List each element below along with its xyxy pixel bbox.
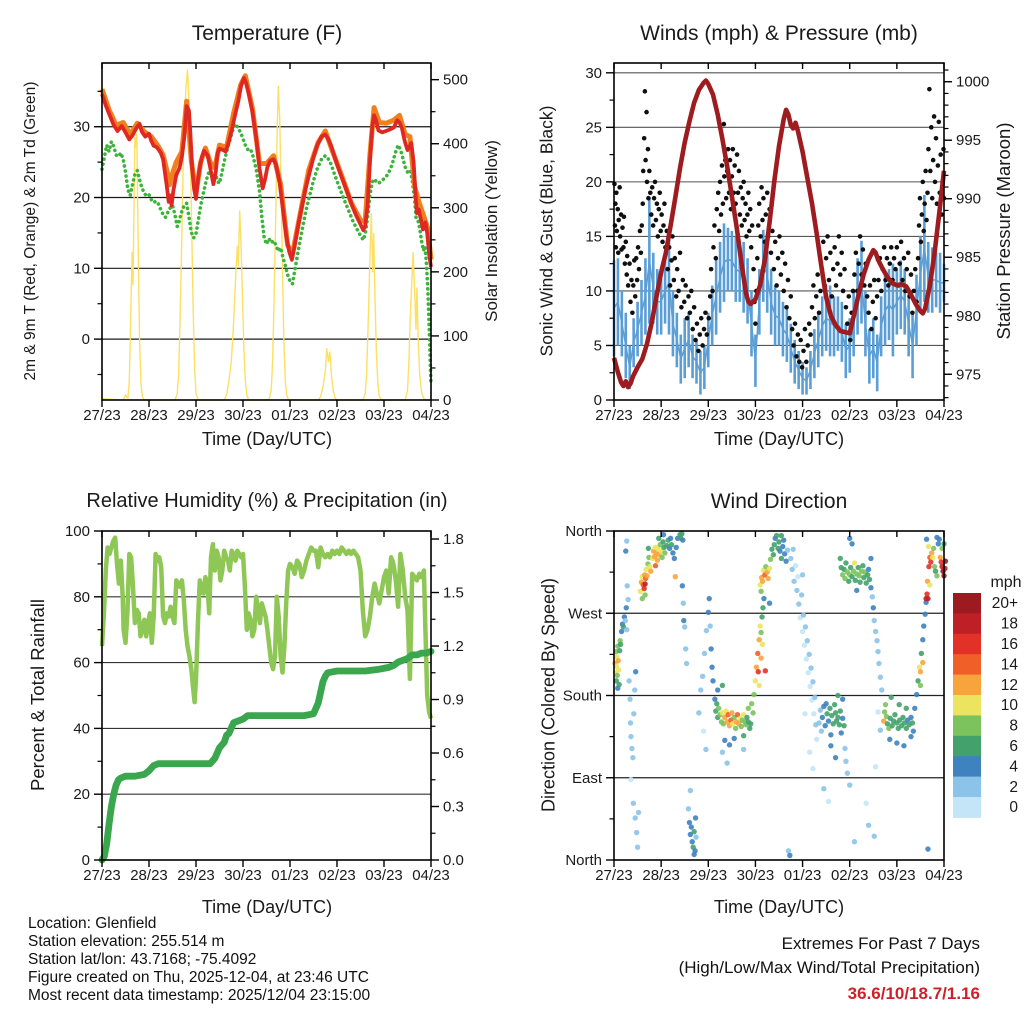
svg-text:1.8: 1.8 (443, 531, 464, 549)
svg-text:27/23: 27/23 (83, 867, 121, 884)
wind-direction-x-axis-label: Time (Day/UTC) (713, 897, 845, 917)
svg-text:30: 30 (585, 64, 602, 82)
svg-text:30/23: 30/23 (736, 867, 775, 884)
svg-text:27/23: 27/23 (595, 867, 633, 884)
svg-text:1.2: 1.2 (443, 638, 464, 656)
footer-elevation: Station elevation: 255.514 m (28, 933, 225, 950)
svg-text:0: 0 (1009, 799, 1018, 817)
svg-text:East: East (571, 769, 602, 787)
winds-x-axis-label: Time (Day/UTC) (713, 429, 845, 449)
svg-text:North: North (565, 523, 602, 540)
svg-text:60: 60 (73, 654, 90, 672)
svg-text:01/23: 01/23 (271, 867, 309, 884)
svg-text:30/23: 30/23 (224, 867, 262, 884)
svg-text:6: 6 (1009, 738, 1018, 755)
station-pressure-axis-label: Station Pressure (Maroon) (993, 122, 1014, 340)
svg-text:18: 18 (1000, 615, 1018, 633)
temperature-left-axis-label: 2m & 9m T (Red, Orange) & 2m Td (Green) (22, 81, 39, 381)
svg-text:500: 500 (443, 71, 469, 89)
svg-text:400: 400 (443, 135, 469, 153)
footer-recent-timestamp: Most recent data timestamp: 2025/12/04 23:15:00 (28, 987, 371, 1004)
svg-text:02/23: 02/23 (830, 867, 869, 884)
svg-text:300: 300 (443, 199, 469, 217)
extremes-title: Extremes For Past 7 Days (781, 934, 980, 953)
svg-text:100: 100 (64, 523, 90, 540)
svg-text:27/23: 27/23 (83, 407, 121, 424)
svg-text:200: 200 (443, 263, 469, 281)
svg-text:04/23: 04/23 (925, 867, 963, 884)
extremes-values: 36.6/10/18.7/1.16 (847, 984, 980, 1003)
svg-text:0.6: 0.6 (443, 745, 464, 763)
svg-text:30/23: 30/23 (736, 407, 775, 424)
svg-text:03/23: 03/23 (365, 407, 403, 424)
svg-text:03/23: 03/23 (878, 867, 916, 884)
svg-text:20+: 20+ (991, 595, 1018, 613)
svg-text:02/23: 02/23 (318, 407, 356, 424)
temperature-x-axis-label: Time (Day/UTC) (201, 429, 333, 449)
footer-latlon: Station lat/lon: 43.7168; -75.4092 (28, 951, 257, 968)
svg-text:30/23: 30/23 (224, 407, 262, 424)
svg-text:01/23: 01/23 (783, 867, 822, 884)
svg-text:0: 0 (81, 331, 90, 349)
svg-text:03/23: 03/23 (365, 867, 403, 884)
svg-text:30: 30 (73, 118, 90, 136)
svg-text:100: 100 (443, 327, 469, 345)
svg-text:10: 10 (73, 260, 90, 278)
svg-text:0.3: 0.3 (443, 798, 464, 816)
svg-text:29/23: 29/23 (177, 867, 215, 884)
svg-text:29/23: 29/23 (177, 407, 215, 424)
svg-text:0: 0 (81, 852, 90, 869)
extremes-subtitle: (High/Low/Max Wind/Total Precipitation) (678, 958, 980, 977)
svg-text:12: 12 (1000, 676, 1018, 694)
svg-text:29/23: 29/23 (689, 867, 728, 884)
svg-text:80: 80 (73, 588, 90, 606)
svg-text:20: 20 (73, 786, 90, 804)
svg-text:04/23: 04/23 (925, 407, 963, 424)
percent-rainfall-axis-label: Percent & Total Rainfall (27, 599, 48, 791)
svg-text:28/23: 28/23 (130, 867, 168, 884)
svg-text:25: 25 (585, 119, 602, 137)
svg-text:29/23: 29/23 (689, 407, 728, 424)
svg-text:20: 20 (585, 173, 602, 191)
footer-created: Figure created on Thu, 2025-12-04, at 23:46 UTC (28, 969, 369, 986)
svg-text:03/23: 03/23 (878, 407, 916, 424)
svg-text:0: 0 (443, 392, 452, 409)
colorbar-units-label: mph (990, 574, 1022, 591)
wind-gust-axis-label: Sonic Wind & Gust (Blue, Black) (536, 105, 557, 357)
svg-text:14: 14 (1000, 656, 1018, 674)
svg-text:980: 980 (956, 307, 982, 325)
svg-text:28/23: 28/23 (130, 407, 168, 424)
svg-text:20: 20 (73, 189, 90, 207)
svg-text:1.5: 1.5 (443, 584, 464, 602)
humidity-precip-chart-title: Relative Humidity (%) & Precipitation (in) (86, 490, 448, 512)
svg-text:North: North (565, 852, 602, 869)
svg-text:28/23: 28/23 (642, 867, 680, 884)
svg-text:975: 975 (956, 366, 982, 384)
svg-text:27/23: 27/23 (595, 407, 633, 424)
svg-text:28/23: 28/23 (642, 407, 680, 424)
wind-direction-chart-title: Wind Direction (710, 490, 848, 513)
svg-text:10: 10 (1000, 697, 1018, 715)
svg-text:01/23: 01/23 (271, 407, 309, 424)
svg-text:0.0: 0.0 (443, 852, 464, 869)
svg-text:15: 15 (585, 228, 602, 246)
svg-text:4: 4 (1009, 758, 1018, 776)
svg-text:990: 990 (956, 190, 982, 208)
footer-location: Location: Glenfield (28, 915, 157, 932)
svg-text:0: 0 (593, 392, 602, 409)
svg-text:01/23: 01/23 (783, 407, 822, 424)
svg-text:02/23: 02/23 (830, 407, 869, 424)
svg-text:02/23: 02/23 (318, 867, 356, 884)
svg-text:16: 16 (1000, 636, 1018, 653)
svg-text:South: South (562, 687, 602, 705)
svg-text:40: 40 (73, 720, 90, 738)
svg-text:1000: 1000 (956, 73, 990, 91)
svg-text:985: 985 (956, 249, 982, 267)
svg-text:2: 2 (1009, 778, 1018, 796)
winds-pressure-chart-title: Winds (mph) & Pressure (mb) (640, 22, 918, 45)
direction-axis-label: Direction (Colored By Speed) (538, 577, 559, 813)
svg-text:04/23: 04/23 (412, 867, 450, 884)
svg-text:995: 995 (956, 132, 982, 150)
svg-text:10: 10 (585, 282, 602, 300)
svg-text:5: 5 (593, 337, 602, 355)
temperature-chart-title: Temperature (F) (191, 22, 343, 45)
svg-text:04/23: 04/23 (412, 407, 450, 424)
humidity-x-axis-label: Time (Day/UTC) (201, 897, 333, 917)
svg-text:8: 8 (1009, 717, 1018, 735)
svg-text:0.9: 0.9 (443, 691, 464, 709)
solar-insolation-axis-label: Solar Insolation (Yellow) (482, 140, 501, 322)
svg-text:West: West (568, 605, 602, 623)
